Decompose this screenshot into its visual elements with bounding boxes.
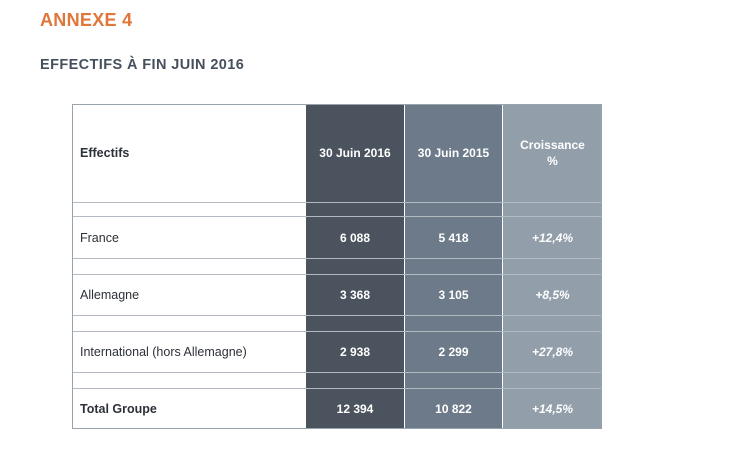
section-title: EFFECTIFS À FIN JUIN 2016 xyxy=(40,57,245,73)
annex-title: ANNEXE 4 xyxy=(40,10,133,30)
row-divider xyxy=(72,202,602,203)
value-growth-total: +14,5% xyxy=(531,402,574,416)
header-croissance-unit: % xyxy=(547,154,558,168)
value-growth: +27,8% xyxy=(531,345,574,359)
header-30-juin-2016: 30 Juin 2016 xyxy=(319,146,391,160)
value-2016: 3 368 xyxy=(339,288,371,302)
header-effectifs: Effectifs xyxy=(80,146,130,160)
value-growth: +8,5% xyxy=(535,288,570,302)
row-divider xyxy=(72,315,602,316)
header-30-juin-2015: 30 Juin 2015 xyxy=(417,146,490,160)
value-2015: 5 418 xyxy=(438,230,469,245)
value-2016-total: 12 394 xyxy=(336,402,374,416)
header-croissance-label: Croissance xyxy=(520,138,585,152)
value-2016: 2 938 xyxy=(339,345,371,359)
row-divider xyxy=(72,258,602,259)
value-2015-total: 10 822 xyxy=(435,402,472,416)
value-2015: 3 105 xyxy=(438,288,469,302)
value-growth: +12,4% xyxy=(531,230,574,245)
value-2015: 2 299 xyxy=(438,345,469,359)
row-label: Allemagne xyxy=(80,288,140,302)
row-label-total: Total Groupe xyxy=(80,402,157,416)
value-2016: 6 088 xyxy=(339,230,371,245)
headcount-table xyxy=(72,104,602,429)
header-croissance xyxy=(503,104,602,202)
row-divider xyxy=(72,372,602,373)
row-label: France xyxy=(80,230,119,245)
row-label: International (hors Allemagne) xyxy=(80,345,247,359)
